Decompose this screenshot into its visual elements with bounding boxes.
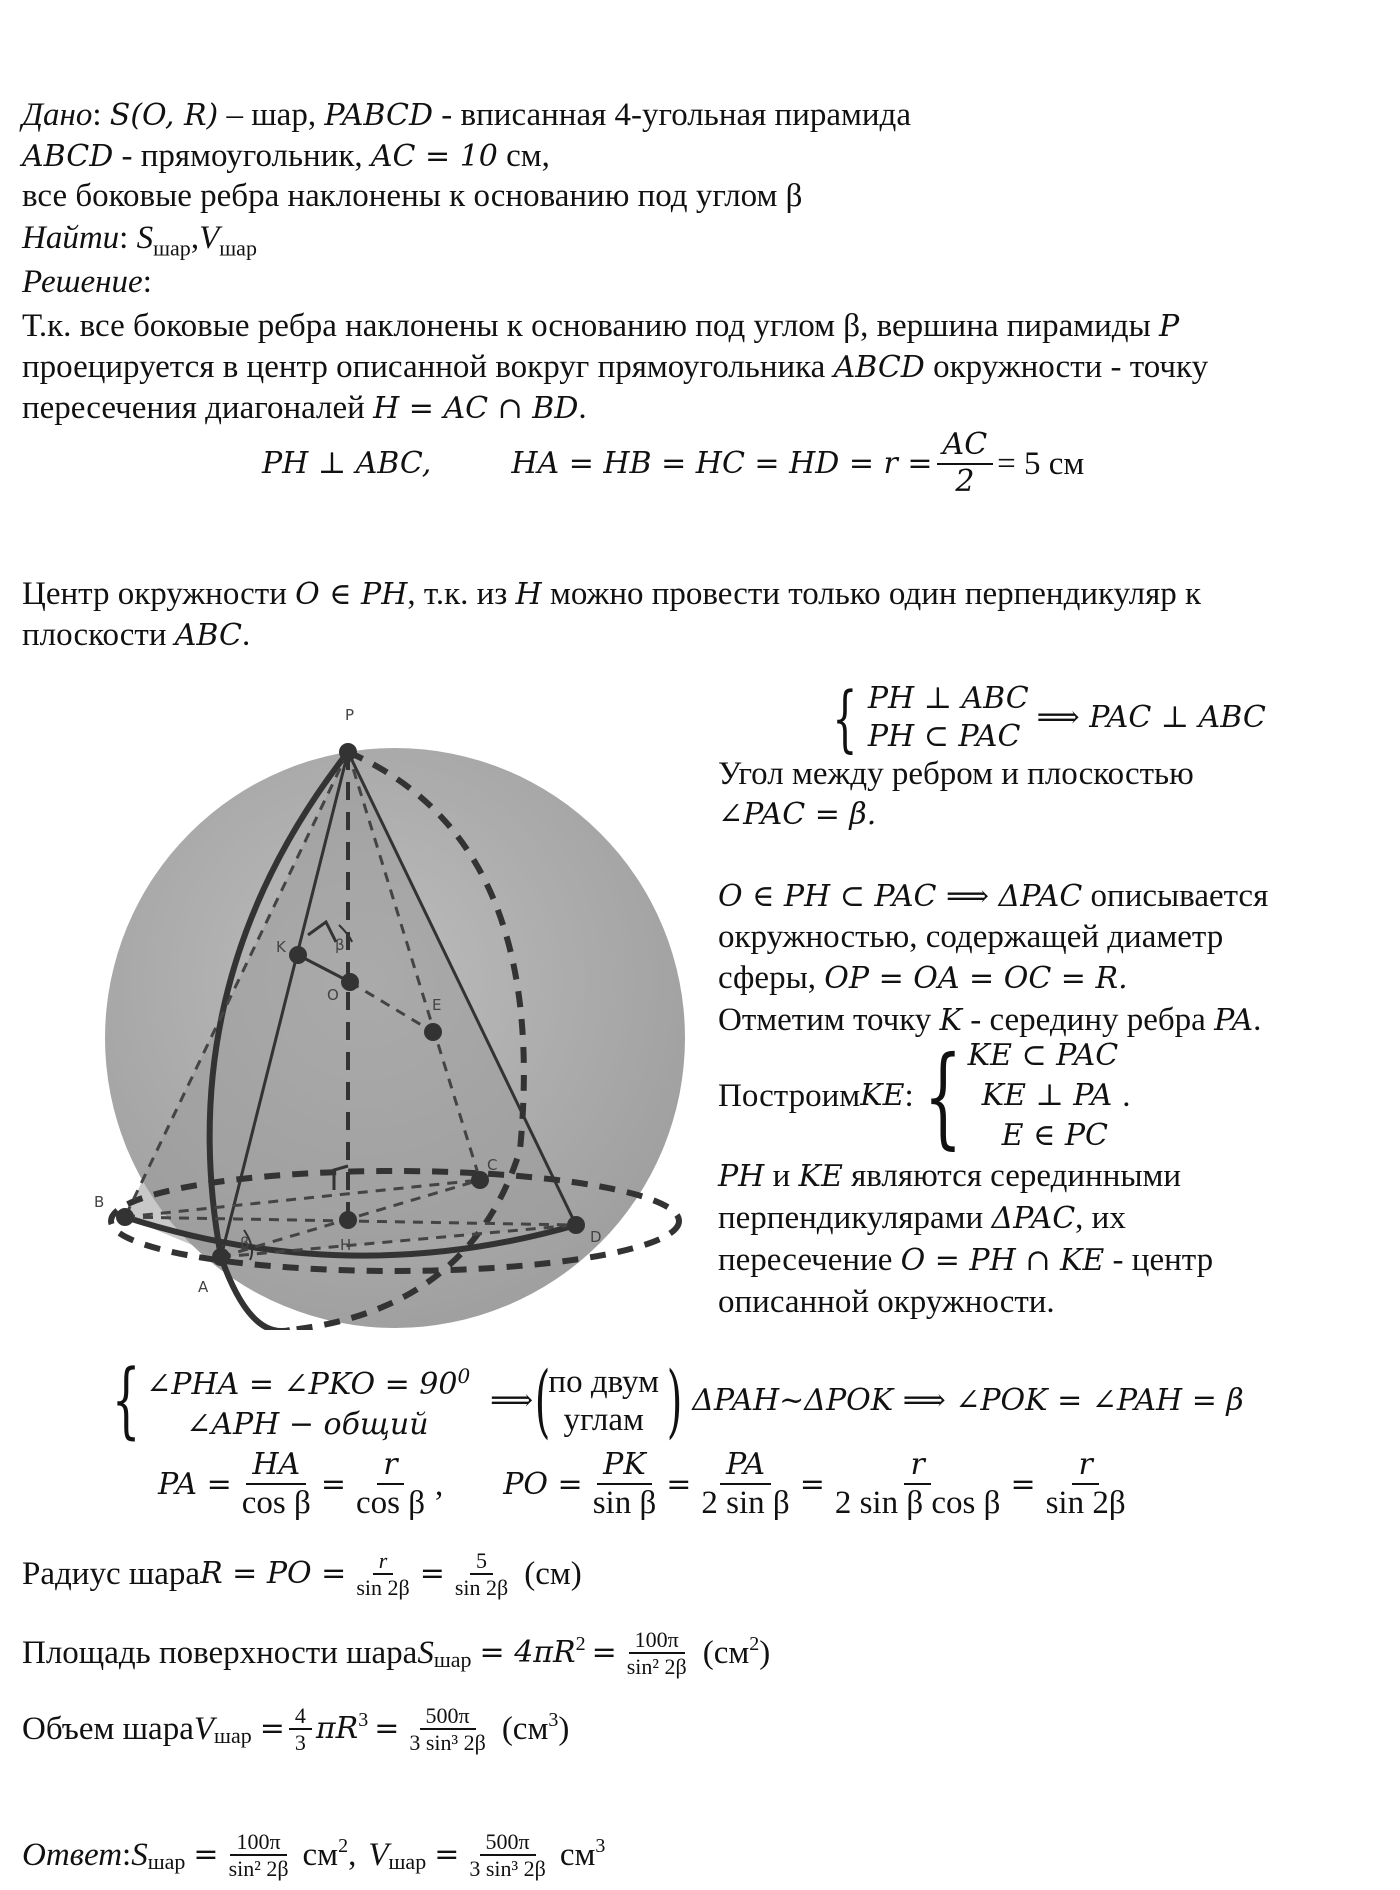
ph-line-4: описанной окружности. <box>718 1284 1055 1320</box>
label-b: B <box>94 1193 105 1211</box>
ph-line-3: пересечение O = PH ∩ KE - центр <box>718 1242 1214 1278</box>
ph-line-1: PH и KE являются серединными <box>718 1158 1182 1194</box>
label-h: H <box>340 1236 352 1254</box>
label-a: A <box>198 1278 209 1296</box>
answer-line: Ответ : S $_{шар}$ = $\frac{100\pi}{\text{sin² 2β}}$ см $^2$ , V $_{шар}$ = $\frac{500\pi}{\text{3 sin³ 2β}}$ см $^3$ <box>22 1828 606 1881</box>
label-e: E <box>432 996 442 1014</box>
center-line-2: плоскости ABC. <box>22 617 251 653</box>
volume-line: Объем шара V $_{шар}$ = $\frac{4}{3}$ πR $^3$ = $\frac{500\pi}{\text{3 sin³ 2β}}$ (см $^3$ ) <box>22 1702 570 1755</box>
ph-line-2: перпендикулярами ΔPAC, их <box>718 1200 1126 1236</box>
area-line: Площадь поверхности шара S $_{шар}$ = 4πR $^2$ = $\frac{100\pi}{\text{sin² 2β}}$ (см $^2$ ) <box>22 1626 771 1679</box>
given-line-1: Дано: S(O, R) – шар, PABCD - вписанная 4-угольная пирамида <box>22 97 911 133</box>
label-k: K <box>276 938 286 956</box>
k-line: Отметим точку K - середину ребра PA. <box>718 1002 1262 1038</box>
find-line: Найти: $S_{шар},V_{шар}$ <box>22 220 257 261</box>
point-e <box>424 1023 442 1041</box>
point-b <box>116 1208 134 1226</box>
solution-line-1: Т.к. все боковые ребра наклонены к основанию под углом β, вершина пирамиды P <box>22 308 1180 344</box>
radius-line: Радиус шара R = PO = $\frac{r}{\sin 2\beta}$ = $\frac{5}{\sin 2\beta}$ (см) <box>22 1548 582 1601</box>
angle-line-2: ∠PAC = β. <box>718 797 877 832</box>
label-p: P <box>345 706 355 724</box>
given-line-2: ABCD - прямоугольник, AC = 10 см, <box>22 138 550 174</box>
solution-line-2: проецируется в центр описанной вокруг прямоугольника ABCD окружности - точку <box>22 349 1209 385</box>
similarity-equation: { ∠PHA = ∠PKO = $90^0$ ∠APH − общий ⟹ ( по двум углам ) ΔPAH~ΔPOK ⟹ ∠POK = ∠PAH = β <box>111 1352 1244 1448</box>
label-c: C <box>487 1156 498 1174</box>
equation-radius-base: PH ⊥ ABC, HA = HB = HC = HD = r = $\frac{AC}{2}$ = 5 см <box>262 427 1085 499</box>
solution-line-3: пересечения диагоналей H = AC ∩ BD. <box>22 390 587 426</box>
o-line-2: окружностью, содержащей диаметр <box>718 919 1224 955</box>
solution-label: Решение: <box>22 264 152 300</box>
system-ph: { PH ⊥ ABC PH ⊂ PAC ⟹ PAC ⊥ ABC <box>832 676 1266 760</box>
build-ke: Построим KE : { KE ⊂ PAC KE ⊥ PA E ∈ PC . <box>718 1032 1131 1160</box>
o-line-1: O ∈ PH ⊂ PAC ⟹ ΔPAC описывается <box>718 878 1269 914</box>
point-h <box>339 1211 357 1229</box>
find-label: Найти <box>22 220 120 256</box>
point-a <box>212 1248 230 1266</box>
o-line-3: сферы, OP = OA = OC = R. <box>718 960 1128 996</box>
point-k <box>289 946 307 964</box>
fraction-ac-2: $\frac{AC}{2}$ <box>937 428 994 499</box>
label-o: O <box>327 986 339 1004</box>
label-d: D <box>590 1228 602 1246</box>
angle-line-1: Угол между ребром и плоскостью <box>718 756 1194 792</box>
pa-po-equation: PA = $\frac{HA}{\text{cos β}}$ = $\frac{r}{\text{cos β}}$ , PO = $\frac{PK}{\text{sin β}}$ = $\frac{PA}{\text{2 sin β}}$ = $\frac{r}{\text{2 sin β cos β}}$ = $\frac{r}{\sin 2\beta}$ <box>158 1447 1126 1521</box>
point-p <box>339 743 357 761</box>
label-beta-a: β <box>240 1234 250 1252</box>
label-beta-o: β <box>335 936 345 954</box>
sphere-pyramid-figure <box>50 680 690 1330</box>
given-label: Дано <box>22 97 93 133</box>
answer-label: Ответ <box>22 1837 123 1873</box>
point-o <box>341 973 359 991</box>
point-d <box>567 1216 585 1234</box>
given-line-3: все боковые ребра наклонены к основанию под углом β <box>22 178 803 214</box>
center-line-1: Центр окружности O ∈ PH, т.к. из H можно провести только один перпендикуляр к <box>22 576 1202 612</box>
